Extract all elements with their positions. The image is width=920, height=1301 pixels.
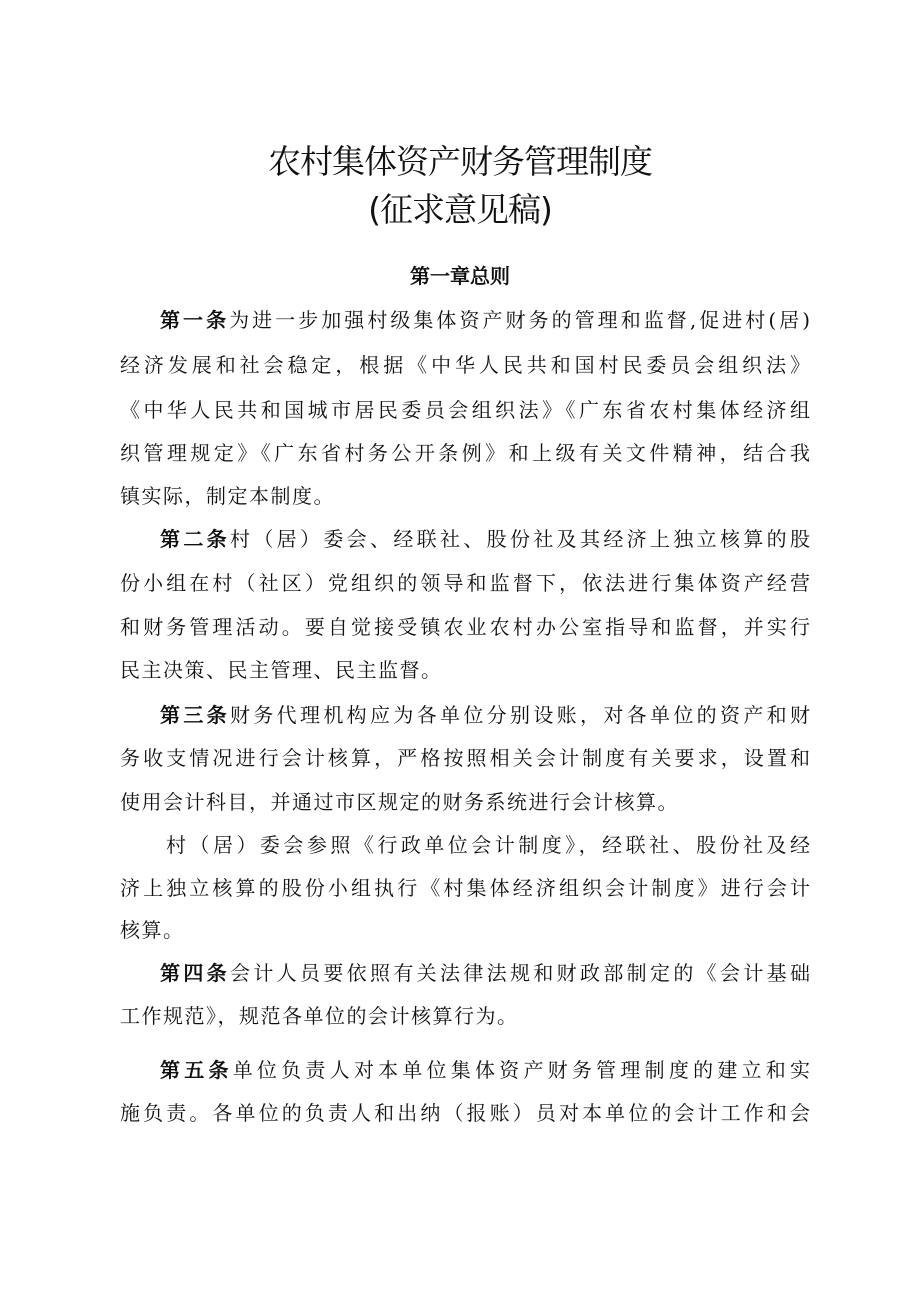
article-1-label: 第一条 [160, 308, 230, 332]
article-3-line-1: 第三条财务代理机构应为各单位分别设账，对各单位的资产和财 [160, 703, 810, 727]
article-5-line-2: 施负责。各单位的负责人和出纳（报账）员对本单位的会计工作和会 [120, 1101, 810, 1125]
chapter-heading: 第一章总则 [410, 264, 510, 288]
article-3-line-2: 务收支情况进行会计核算，严格按照相关会计制度有关要求，设置和 [120, 746, 810, 770]
article-1-line-4: 织管理规定》《广东省村务公开条例》和上级有关文件精神，结合我 [120, 441, 810, 465]
article-5-label: 第五条 [160, 1058, 233, 1082]
article-1-line-2: 经济发展和社会稳定，根据《中华人民共和国村民委员会组织法》 [120, 353, 810, 377]
article-2-line-1: 第二条村（居）委会、经联社、股份社及其经济上独立核算的股 [160, 527, 810, 551]
article-2-line-4: 民主决策、民主管理、民主监督。 [120, 658, 443, 682]
article-3-paragraph-2-line-3: 核算。 [120, 918, 185, 942]
article-4-line-2: 工作规范》，规范各单位的会计核算行为。 [120, 1004, 519, 1028]
article-1-line-3: 《中华人民共和国城市居民委员会组织法》《广东省农村集体经济组 [120, 398, 810, 422]
article-2-line-3: 和财务管理活动。要自觉接受镇农业农村办公室指导和监督，并实行 [120, 615, 810, 639]
article-1-line-1: 第一条为进一步加强村级集体资产财务的管理和监督,促进村(居) [160, 308, 810, 332]
article-2-label: 第二条 [160, 527, 230, 551]
document-subtitle: (征求意见稿) [368, 190, 552, 229]
article-3-label: 第三条 [160, 703, 230, 727]
article-3-paragraph-2-line-1: 村（居）委会参照《行政单位会计制度》，经联社、股份社及经 [166, 833, 810, 857]
document-title: 农村集体资产财务管理制度 [268, 142, 652, 181]
article-4-label: 第四条 [160, 961, 230, 985]
article-2-line-2: 份小组在村（社区）党组织的领导和监督下，依法进行集体资产经营 [120, 571, 810, 595]
article-3-paragraph-2-line-2: 济上独立核算的股份小组执行《村集体经济组织会计制度》进行会计 [120, 876, 810, 900]
article-1-line-5: 镇实际，制定本制度。 [120, 484, 335, 508]
article-4-line-1: 第四条会计人员要依照有关法律法规和财政部制定的《会计基础 [160, 961, 810, 985]
article-3-line-3: 使用会计科目，并通过市区规定的财务系统进行会计核算。 [120, 790, 679, 814]
article-5-line-1: 第五条单位负责人对本单位集体资产财务管理制度的建立和实 [160, 1058, 811, 1082]
